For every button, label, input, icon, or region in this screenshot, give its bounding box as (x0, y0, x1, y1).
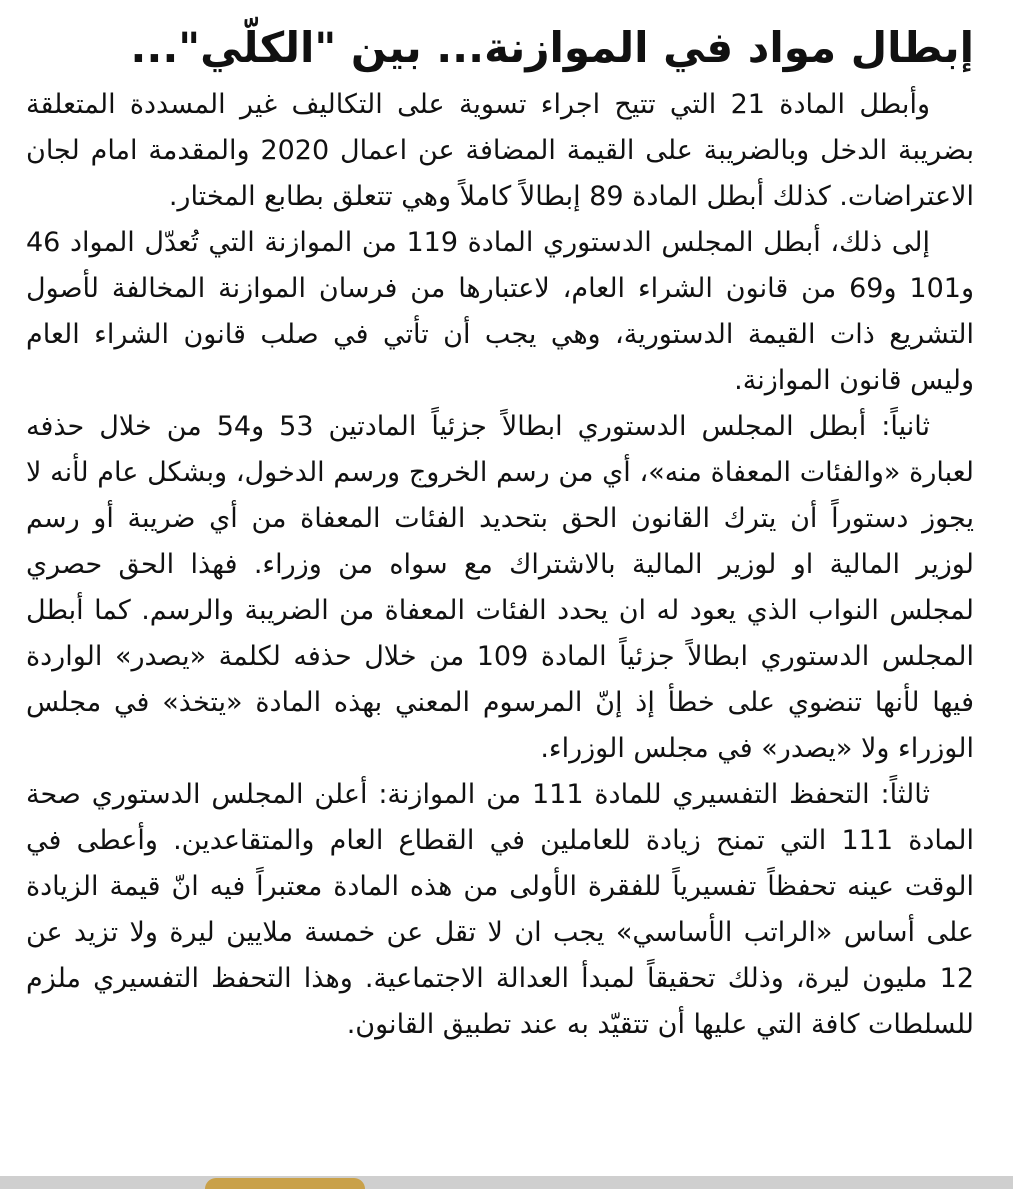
next-article-strip (0, 1176, 1013, 1189)
next-article-image (205, 1178, 365, 1189)
paragraph-3: ثانياً: أبطل المجلس الدستوري ابطالاً جزئياً المادتين 53 و54 من خلال حذفه لعبارة «والفئات المعفاة منه»، أي من رسم الخروج ورسم الدخول، وبشكل عام لأنه لا يجوز دستوراً أن يترك القانون الحق بتحديد الفئات المعفاة من أي ضريبة أو رسم لوزير المالية او لوزير المالية بالاشتراك مع سواه من وزراء. فهذا الحق حصري لمجلس النواب الذي يعود له ان يحدد الفئات المعفاة من الضريبة والرسم. كما أبطل المجلس الدستوري ابطالاً جزئياً المادة 109 من خلال حذفه لكلمة «يصدر» الواردة فيها لأنها تنضوي على خطأ إذ إنّ المرسوم المعني بهذه المادة «يتخذ» في مجلس الوزراء ولا «يصدر» في مجلس الوزراء. (26, 411, 974, 764)
headline: إبطال مواد في الموازنة... بين "الكلّي"... (130, 23, 974, 72)
paragraph-2: إلى ذلك، أبطل المجلس الدستوري المادة 119 من الموازنة التي تُعدّل المواد 46 و101 و69 من قانون الشراء العام، لاعتبارها من فرسان الموازنة المخالفة لأصول التشريع ذات القيمة الدستورية، وهي يجب أن تأتي في صلب قانون الشراء العام وليس قانون الموازنة. (26, 227, 975, 396)
paragraph-1: وأبطل المادة 21 التي تتيح اجراء تسوية على التكاليف غير المسددة المتعلقة بضريبة الدخل وبالضريبة على القيمة المضافة عن اعمال 2020 والمقدمة امام لجان الاعتراضات. كذلك أبطل المادة 89 إبطالاً كاملاً وهي تتعلق بطابع المختار. (26, 89, 974, 212)
paragraph-4: ثالثاً: التحفظ التفسيري للمادة 111 من الموازنة: أعلن المجلس الدستوري صحة المادة 111 التي تمنح زيادة للعاملين في القطاع العام والمتقاعدين. وأعطى في الوقت عينه تحفظاً تفسيرياً للفقرة الأولى من هذه المادة معتبراً فيه انّ قيمة الزيادة على أساس «الراتب الأساسي» يجب ان لا تقل عن خمسة ملايين ليرة ولا تزيد عن 12 مليون ليرة، وذلك تحقيقاً لمبدأ العدالة الاجتماعية. وهذا التحفظ التفسيري ملزم للسلطات كافة التي عليها أن تتقيّد به عند تطبيق القانون. (26, 779, 974, 1040)
article (26, 18, 974, 1048)
